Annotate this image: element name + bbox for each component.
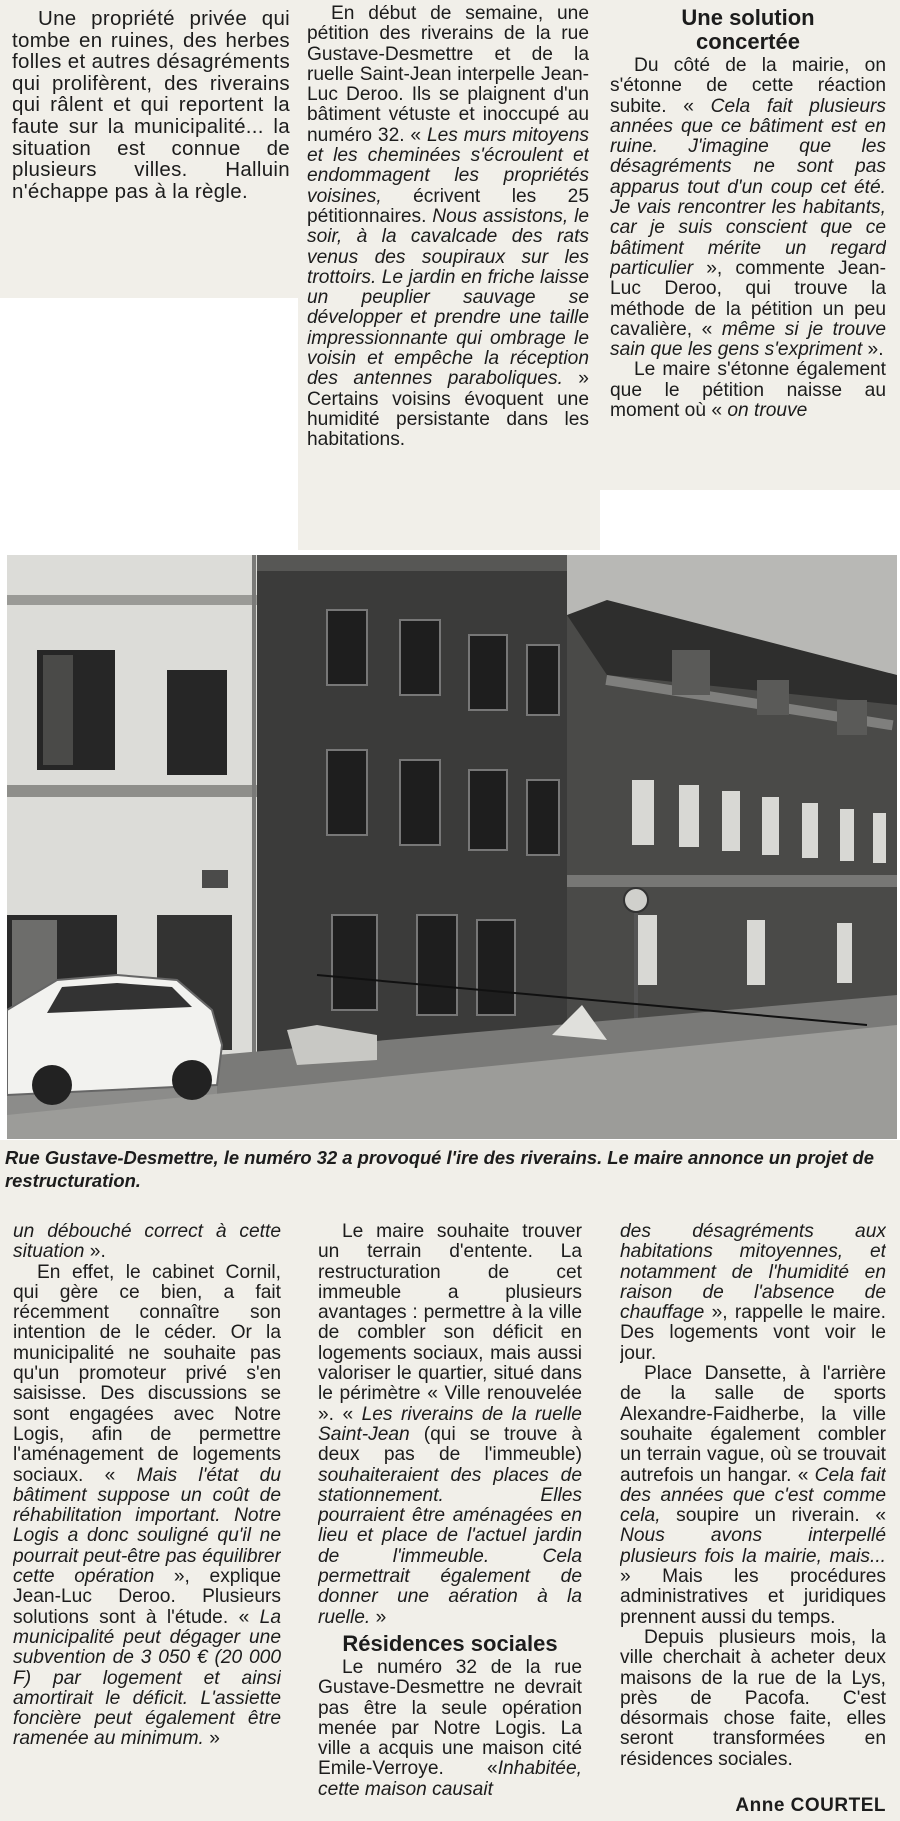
subheading-solution: Une solution concertée xyxy=(681,6,815,54)
bottom-column-2 xyxy=(318,1222,582,1800)
byline: Anne COURTEL xyxy=(735,1795,886,1816)
maire-paragraph: Le maire s'étonne également que le pétition naisse au moment où « on trouve xyxy=(610,359,886,422)
petition-paragraph: En début de semaine, une pétition des riverains de la rue Gustave-Desmettre et de la ruelle Saint-Jean interpelle Jean-Luc Deroo. Ils se plaignent d'un bâtiment vétuste et inoccupé au numéro 32. « Les murs mitoyens et les cheminées s'écroulent et endommagent les propriétés voisines, écrivent les 25 pétitionnaires. Nous assistons, le soir, à la cavalcade des rats venus des soupiraux sur les trottoirs. Le jardin en friche laisse un peuplier sauvage se développer et prendre une taille impressionnante qui ombrage le voisin et empêche la réception des antennes paraboliques. » Certains voisins évoquent une humidité persistante dans les habitations. xyxy=(307,4,589,451)
lede-paragraph: Une propriété privée qui tombe en ruines, des herbes folles et autres désagréments qui prolifèrent, des riverains qui râlent et qui reportent la faute sur la municipalité... la situation est connue de plusieurs villes. Halluin n'échappe pas à la règle. xyxy=(12,8,290,203)
lede-column xyxy=(12,8,290,202)
top-column-2 xyxy=(307,4,589,451)
photo-caption: Rue Gustave-Desmettre, le numéro 32 a provoqué l'ire des riverains. Le maire annonce un projet de restructuration. xyxy=(5,1147,875,1191)
mairie-paragraph: Du côté de la mairie, on s'étonne de cette réaction subite. « Cela fait plusieurs années que ce bâtiment est en ruine. J'imagine que les désagréments ne sont pas apparus tout d'un coup cet été. Je vais rencontrer les habitants, car je suis conscient que ce bâtiment mérite un regard particulier », commente Jean-Luc Deroo, qui trouve la méthode de la pétition un peu cavalière, « même si je trouve sain que les gens s'expriment ». xyxy=(610,55,886,361)
place-dansette-paragraph: Place Dansette, à l'arrière de la salle de sports Alexandre-Faidherbe, la ville souhaite également combler un terrain vague, où se trouvait autrefois un hangar. « Cela fait des années que c'est comme cela, soupire un riverain. « Nous avons interpellé plusieurs fois la mairie, mais... » Mais les procédures administratives et juridiques prennent aussi du temps. xyxy=(620,1363,886,1628)
cabinet-paragraph: En effet, le cabinet Cornil, qui gère ce bien, a fait récemment connaître son intention de le céder. Or la municipalité ne souhaite pas qu'un promoteur privé s'en saisisse. Des discussions se sont engagées avec Notre Logis, afin de permettre l'aménagement de logements sociaux. « Mais l'état du bâtiment suppose un coût de réhabilitation important. Notre Logis a donc souligné qu'il ne pourrait peut-être pas équilibrer cette opération », explique Jean-Luc Deroo. Plusieurs solutions sont à l'étude. « La municipalité peut dégager une subvention de 3 050 € (20 000 F) par logement et ainsi amortirait le déficit. L'assiette foncière peut également être ramenée au minimum. » xyxy=(13,1261,281,1750)
street-photo xyxy=(7,555,897,1139)
desagrements-paragraph: des désagréments aux habitations mitoyennes, et notamment de l'humidité en raison de l'absence de chauffage », rappelle le maire. Des logements vont voir le jour. xyxy=(620,1222,886,1364)
rue-de-la-lys-paragraph: Depuis plusieurs mois, la ville cherchait à acheter deux maisons de la rue de la Lys, près de Pacofa. C'est désormais chose faite, elles seront transformées en résidences sociales. xyxy=(620,1626,886,1770)
bottom-column-3 xyxy=(620,1222,886,1770)
restructuration-paragraph: Le maire souhaite trouver un terrain d'entente. La restructuration de cet immeuble a plusieurs avantages : permettre à la ville de combler son déficit en logements sociaux, mais aussi valoriser le quartier, situé dans le périmètre « Ville renouvelée ». « Les riverains de la ruelle Saint-Jean (qui se trouve à deux pas de l'immeuble) souhaiteraient des places de stationnement. Elles pourraient être aménagées en lieu et place de l'actuel jardin de l'immeuble. Cela permettrait également de donner une aération à la ruelle. » xyxy=(318,1222,582,1628)
numero-32-paragraph: Le numéro 32 de la rue Gustave-Desmettre ne devrait pas être la seule opération menée par Notre Logis. La ville a acquis une maison cité Emile-Verroye. «Inhabitée, cette maison causait xyxy=(318,1656,582,1800)
subheading-residences: Résidences sociales xyxy=(342,1630,558,1656)
continued-paragraph: un débouché correct à cette situation ». xyxy=(13,1222,281,1263)
street-photo-icon xyxy=(7,555,897,1139)
bottom-column-1 xyxy=(13,1222,281,1750)
top-column-3 xyxy=(610,6,886,486)
